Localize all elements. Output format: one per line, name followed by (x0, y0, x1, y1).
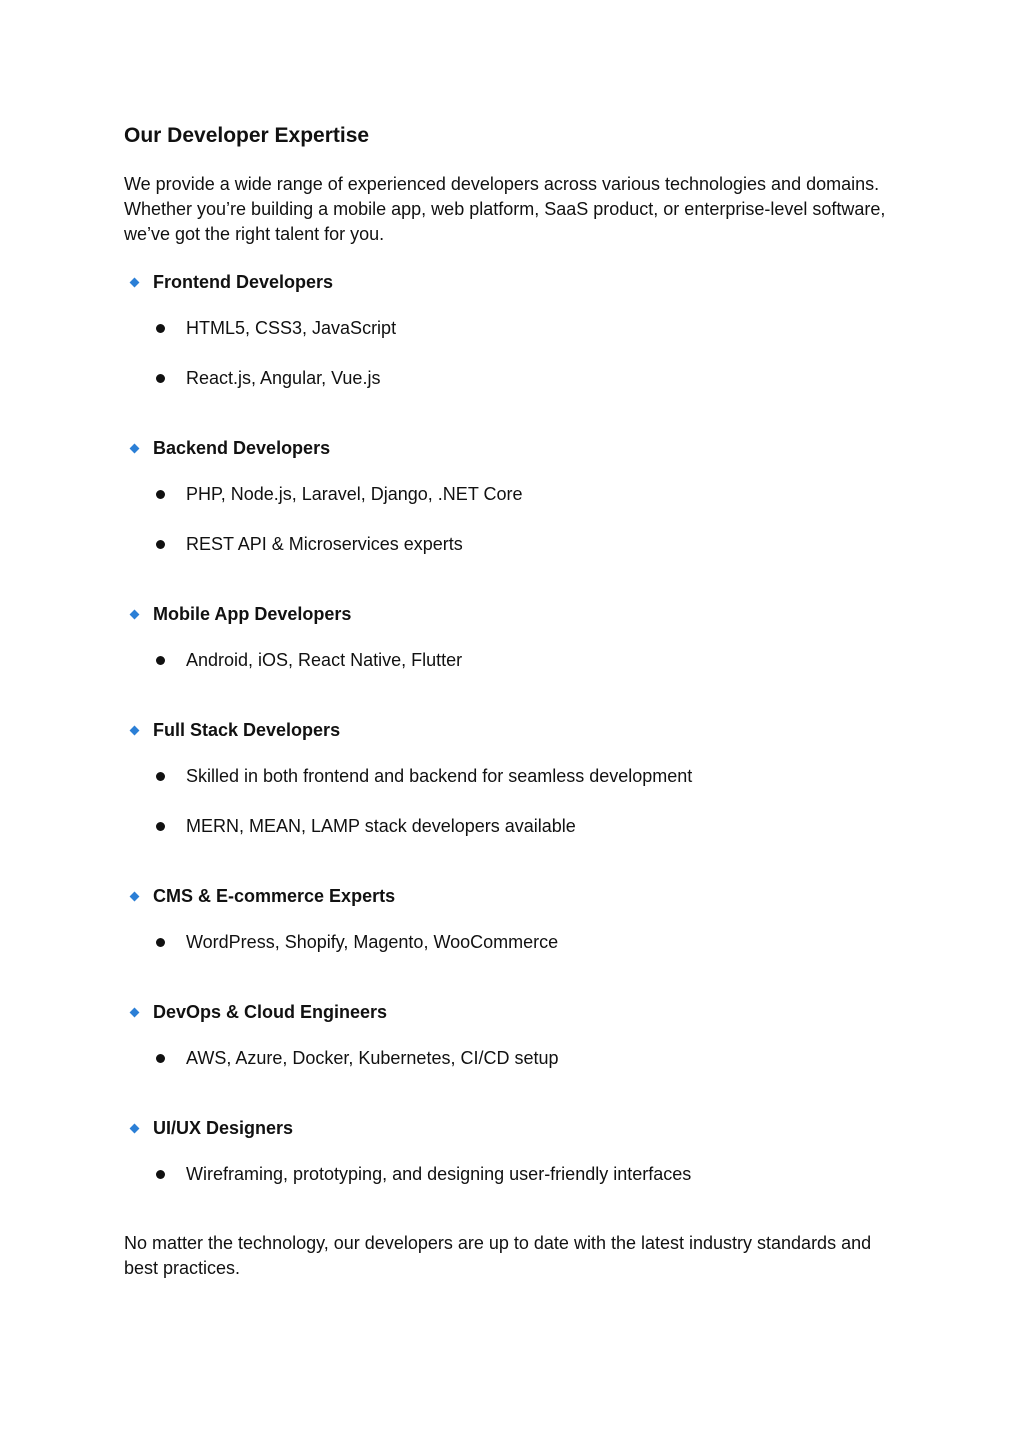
expertise-section (124, 1115, 894, 1187)
document-page (124, 120, 894, 1281)
list-item (124, 481, 894, 507)
section-heading (124, 883, 894, 909)
expertise-list (124, 269, 894, 1187)
diamond-bullet-icon (130, 609, 140, 619)
diamond-bullet-icon (130, 891, 140, 901)
disc-bullet-icon (156, 1170, 165, 1179)
list-item (124, 813, 894, 839)
list-item (124, 531, 894, 557)
list-item-text: Wireframing, prototyping, and designing user-friendly interfaces (186, 1163, 692, 1184)
section-items (124, 1161, 894, 1187)
intro-paragraph: We provide a wide range of experienced developers across various technologies and domains. Whether you’re building a mobile app, web platform, SaaS product, or enterprise-level software, we’ve got the right talent for you. (124, 174, 886, 244)
disc-bullet-icon (156, 772, 165, 781)
closing-paragraph: No matter the technology, our developers are up to date with the latest industry standards and best practices. (124, 1233, 872, 1278)
list-item (124, 763, 894, 789)
list-item-text: PHP, Node.js, Laravel, Django, .NET Core (186, 483, 523, 504)
list-item (124, 647, 894, 673)
section-heading-text: Mobile App Developers (153, 603, 352, 624)
diamond-bullet-icon (130, 1007, 140, 1017)
section-items (124, 929, 894, 955)
section-heading-text: CMS & E-commerce Experts (153, 885, 396, 906)
list-item-text: AWS, Azure, Docker, Kubernetes, CI/CD setup (186, 1047, 559, 1068)
list-item (124, 1161, 894, 1187)
disc-bullet-icon (156, 324, 165, 333)
section-heading (124, 999, 894, 1025)
section-heading (124, 269, 894, 295)
disc-bullet-icon (156, 490, 165, 499)
section-heading (124, 1115, 894, 1141)
expertise-section (124, 601, 894, 673)
list-item-text: React.js, Angular, Vue.js (186, 367, 381, 388)
expertise-section (124, 435, 894, 557)
section-items (124, 315, 894, 391)
section-heading (124, 435, 894, 461)
diamond-bullet-icon (130, 725, 140, 735)
section-heading-text: Frontend Developers (153, 271, 334, 292)
list-item (124, 365, 894, 391)
list-item-text: Skilled in both frontend and backend for seamless development (186, 765, 693, 786)
section-items (124, 1045, 894, 1071)
list-item (124, 929, 894, 955)
expertise-section (124, 883, 894, 955)
disc-bullet-icon (156, 540, 165, 549)
disc-bullet-icon (156, 656, 165, 665)
disc-bullet-icon (156, 374, 165, 383)
expertise-section (124, 999, 894, 1071)
list-item-text: HTML5, CSS3, JavaScript (186, 317, 397, 338)
disc-bullet-icon (156, 822, 165, 831)
list-item-text: Android, iOS, React Native, Flutter (186, 649, 463, 670)
section-heading-text: Backend Developers (153, 437, 331, 458)
list-item (124, 1045, 894, 1071)
page-title: Our Developer Expertise (124, 124, 370, 147)
disc-bullet-icon (156, 1054, 165, 1063)
diamond-bullet-icon (130, 1123, 140, 1133)
section-heading-text: DevOps & Cloud Engineers (153, 1001, 388, 1022)
list-item-text: REST API & Microservices experts (186, 533, 463, 554)
list-item (124, 315, 894, 341)
diamond-bullet-icon (130, 443, 140, 453)
list-item-text: WordPress, Shopify, Magento, WooCommerce (186, 931, 559, 952)
section-heading (124, 717, 894, 743)
list-item-text: MERN, MEAN, LAMP stack developers available (186, 815, 576, 836)
section-items (124, 481, 894, 557)
section-items (124, 763, 894, 839)
diamond-bullet-icon (130, 277, 140, 287)
expertise-section (124, 717, 894, 839)
section-heading (124, 601, 894, 627)
section-heading-text: Full Stack Developers (153, 719, 341, 740)
disc-bullet-icon (156, 938, 165, 947)
section-items (124, 647, 894, 673)
section-heading-text: UI/UX Designers (153, 1117, 294, 1138)
expertise-section (124, 269, 894, 391)
